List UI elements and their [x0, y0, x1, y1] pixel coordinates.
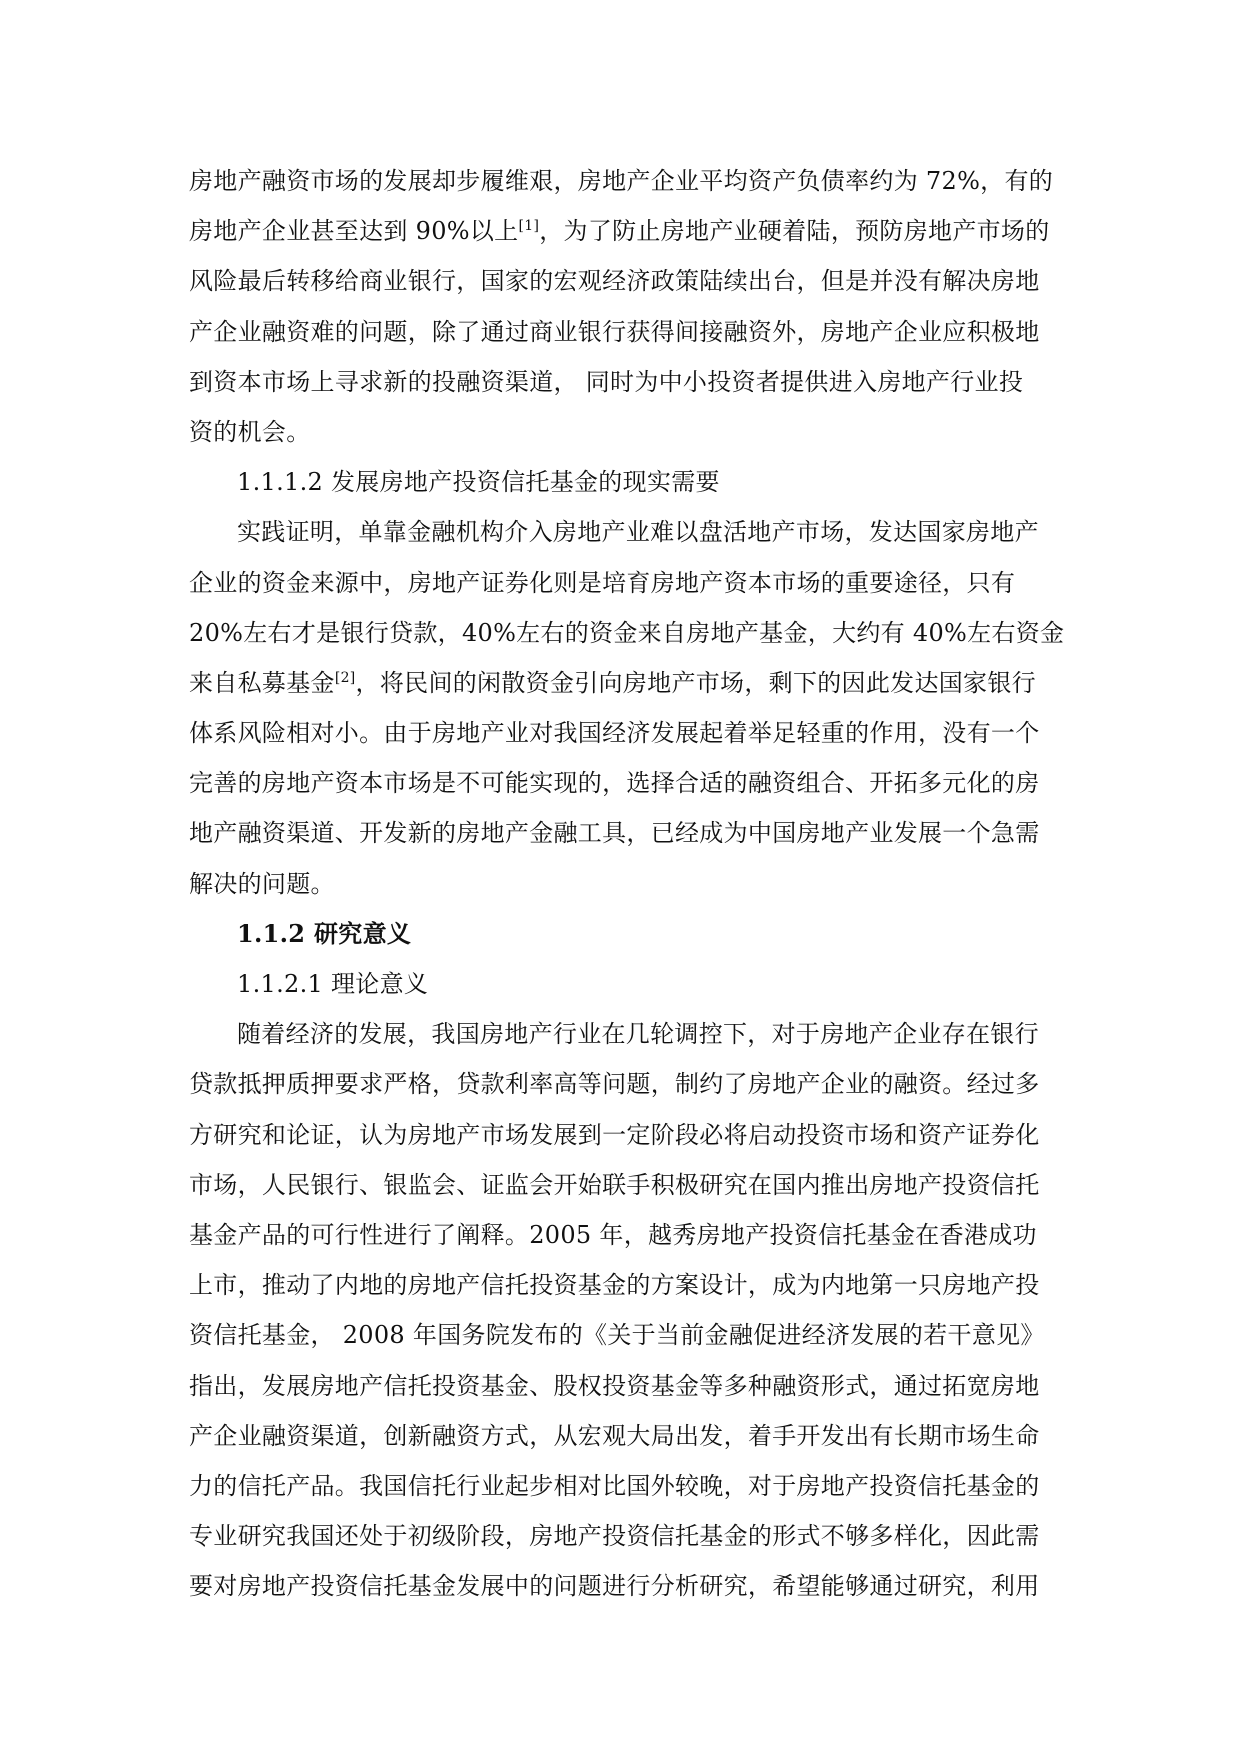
- text-line: 风险最后转移给商业银行，国家的宏观经济政策陆续出台，但是并没有解决房地: [189, 267, 1040, 296]
- text-line: 贷款抵押质押要求严格，贷款利率高等问题，制约了房地产企业的融资。经过多: [189, 1070, 1040, 1099]
- text-span: ，为了防止房地产业硬着陆，预防房地产市场的: [539, 217, 1050, 246]
- text-line: 体系风险相对小。由于房地产业对我国经济发展起着举足轻重的作用，没有一个: [189, 719, 1040, 748]
- text-line: 企业的资金来源中，房地产证券化则是培育房地产资本市场的重要途径，只有: [189, 568, 1016, 597]
- text-line: 指出，发展房地产信托投资基金、股权投资基金等多种融资形式，通过拓宽房地: [189, 1371, 1040, 1400]
- text-line: 资的机会。: [189, 417, 311, 446]
- text-line: 实践证明，单靠金融机构介入房地产业难以盘活地产市场，发达国家房地产: [237, 518, 1039, 547]
- text-line: 房地产融资市场的发展却步履维艰，房地产企业平均资产负债率约为 72%，有的: [189, 167, 1054, 195]
- text-line: 上市，推动了内地的房地产信托投资基金的方案设计，成为内地第一只房地产投: [189, 1271, 1040, 1300]
- text-line: 基金产品的可行性进行了阐释。2005 年，越秀房地产投资信托基金在香港成功: [189, 1220, 1037, 1249]
- text-span: 来自私募基金: [189, 668, 335, 697]
- text-line: 地产融资渠道、开发新的房地产金融工具，已经成为中国房地产业发展一个急需: [189, 819, 1040, 848]
- text-line: 方研究和论证，认为房地产市场发展到一定阶段必将启动投资市场和资产证券化: [189, 1120, 1040, 1149]
- text-line: 力的信托产品。我国信托行业起步相对比国外较晚，对于房地产投资信托基金的: [189, 1471, 1040, 1500]
- section-heading-1-1-2: 1.1.2 研究意义: [237, 918, 412, 948]
- paragraph-practical-need: [189, 507, 1065, 909]
- paragraph-financing-difficulty: [189, 156, 1059, 457]
- text-line: 专业研究我国还处于初级阶段，房地产投资信托基金的形式不够多样化，因此需: [189, 1522, 1040, 1551]
- section-heading-1-1-2-1: 1.1.2.1 理论意义: [237, 970, 429, 998]
- citation-ref: [1]: [518, 218, 540, 235]
- text-line: 解决的问题。: [189, 869, 335, 898]
- section-heading-1-1-1-2: 1.1.1.2 发展房地产投资信托基金的现实需要: [237, 468, 720, 497]
- text-line: 到资本市场上寻求新的投融资渠道， 同时为中小投资者提供进入房地产行业投: [189, 367, 1024, 396]
- text-line: 随着经济的发展，我国房地产行业在几轮调控下，对于房地产企业存在银行: [237, 1020, 1039, 1049]
- text-line: 产企业融资难的问题，除了通过商业银行获得间接融资外，房地产企业应积极地: [189, 317, 1040, 346]
- text-line: [189, 658, 1059, 708]
- text-line: [189, 206, 1059, 256]
- citation-ref: [2]: [334, 669, 356, 686]
- text-span: 房地产企业甚至达到 90%以上: [189, 217, 519, 246]
- text-line: 市场，人民银行、银监会、证监会开始联手积极研究在国内推出房地产投资信托: [189, 1170, 1040, 1199]
- text-line: 要对房地产投资信托基金发展中的问题进行分析研究，希望能够通过研究，利用: [189, 1572, 1040, 1601]
- document-page: [189, 156, 1065, 1611]
- text-line: 完善的房地产资本市场是不可能实现的，选择合适的融资组合、开拓多元化的房: [189, 769, 1040, 798]
- paragraph-theoretical-significance: [189, 1009, 1059, 1611]
- text-line: 20%左右才是银行贷款，40%左右的资金来自房地产基金，大约有 40%左右资金: [189, 618, 1065, 647]
- text-line: 资信托基金， 2008 年国务院发布的《关于当前金融促进经济发展的若干意见》: [189, 1321, 1045, 1350]
- text-line: 产企业融资渠道，创新融资方式，从宏观大局出发，着手开发出有长期市场生命: [189, 1421, 1040, 1450]
- text-span: ，将民间的闲散资金引向房地产市场，剩下的因此发达国家银行: [355, 668, 1036, 697]
